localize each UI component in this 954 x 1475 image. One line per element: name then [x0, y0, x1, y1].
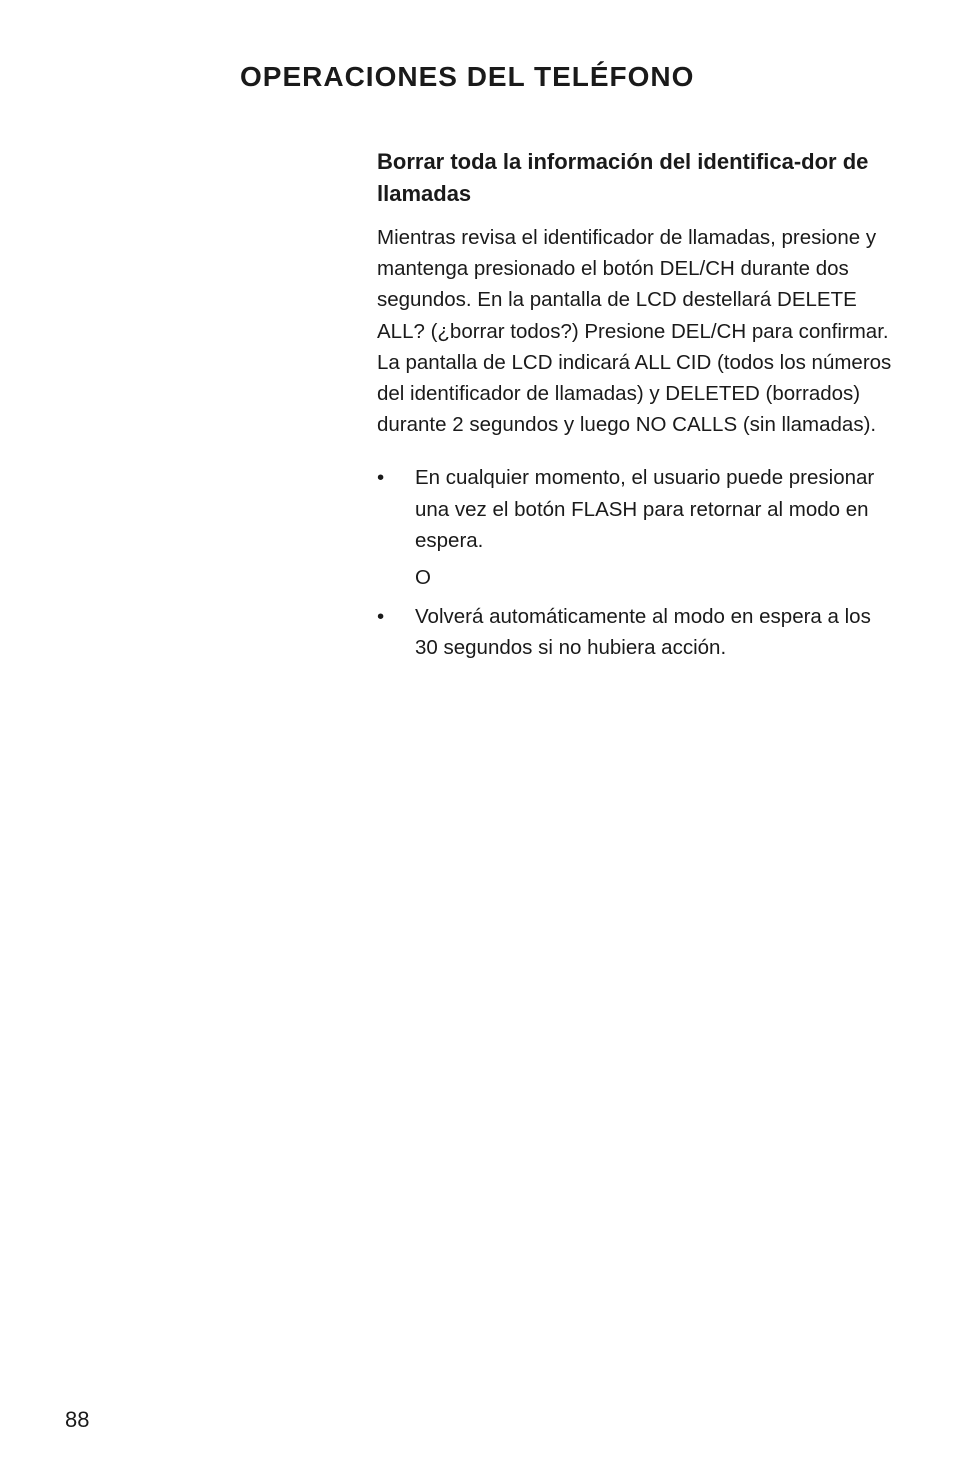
- list-item: [377, 462, 897, 556]
- bullet-list: [377, 462, 897, 556]
- list-item: [377, 601, 897, 663]
- page-number: 88: [65, 1407, 90, 1432]
- bullet-list: [377, 601, 897, 663]
- bullet-icon: •: [377, 466, 385, 490]
- bullet-icon: •: [377, 605, 385, 629]
- bullet-text: En cualquier momento, el usuario puede presionar una vez el botón FLASH para retornar al modo en espera.: [415, 466, 875, 552]
- bullet-text: Volverá automáticamente al modo en espera a los 30 segundos si no hubiera acción.: [415, 605, 871, 660]
- content-column: [377, 146, 897, 670]
- body-paragraph: Mientras revisa el identificador de llamadas, presione y mantenga presionado el botón DEL/CH durante dos segundos. En la pantalla de LCD destellará DELETE ALL? (¿borrar todos?) Presione DEL/CH para confirmar. La pantalla de LCD indicará ALL CID (todos los números del identificador de llamadas) y DELETED (borrados) durante 2 segundos y luego NO CALLS (sin llamadas).: [377, 226, 892, 437]
- section-header: OPERACIONES DEL TELÉFONO: [240, 61, 695, 92]
- or-separator: O: [415, 566, 431, 590]
- subheading: Borrar toda la información del identifica-dor de llamadas: [377, 149, 869, 206]
